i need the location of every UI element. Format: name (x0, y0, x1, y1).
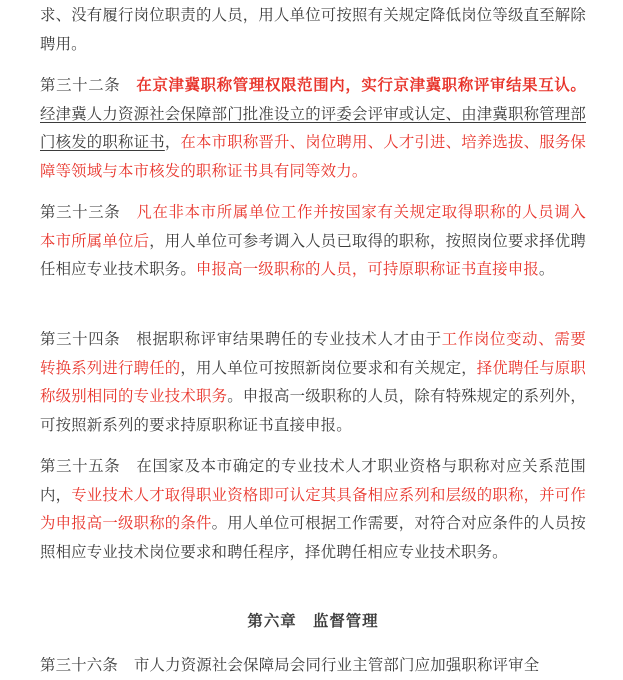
text-segment-normal: 。用人单位可根据工作需要，对符合对应条件的人员按照相应专业技术岗位要求和聘任程序，择优聘任相应专业技术职务。 (40, 514, 586, 561)
text-segment-underline: 经津冀人力资源社会保障部门批准设立的评委会评审或认定、由津冀职称管理部门核发的职称证书 (40, 104, 586, 152)
paragraph-continuation (40, 1, 586, 58)
text-segment-normal: ， (164, 133, 181, 152)
text-segment-normal: ，用人单位可按照新岗位要求和有关规定， (180, 358, 477, 377)
text-segment-normal: ，用人单位可参考调入人员已取得的职称，按照岗位要求择优聘任相应专业技术职务。 (40, 231, 586, 279)
article-32 (40, 71, 586, 185)
text-segment-red: 择优聘任与原职称级别相同的专业技术职务 (40, 358, 586, 406)
text-segment-red: 在本市职称晋升、岗位聘用、人才引进、培养选拔、服务保障等领域与本市核发的职称证书具有同等效力。 (40, 133, 587, 180)
text-segment-red-bold: 在京津冀职称管理权限范围内，实行京津冀职称评审结果互认。 (136, 76, 586, 94)
article-number: 第三十五条 (40, 457, 121, 475)
text-segment-red: 凡在非本市所属单位工作并按国家有关规定取得职称的人员调入本市所属单位后 (40, 203, 586, 250)
article-36 (40, 651, 586, 680)
article-34 (40, 325, 586, 439)
text-segment-normal: 。 (538, 260, 555, 279)
chapter-heading: 第六章 监督管理 (247, 612, 379, 630)
text-segment-red: 工作岗位变动、需要转换系列进行聘任的 (40, 330, 586, 377)
text-segment-red: 专业技术人才取得职业资格即可认定其具备相应系列和层级的职称，并可作为申报高一级职称的条件 (40, 485, 586, 533)
article-number: 第三十三条 (40, 203, 121, 221)
article-number: 第三十二条 (40, 76, 121, 94)
text-segment-normal: 根据职称评审结果聘任的专业技术人才由于 (136, 330, 442, 348)
text-segment-red: 申报高一级职称的人员，可持原职称证书直接申报 (195, 260, 539, 279)
article-33 (40, 198, 586, 284)
article-35 (40, 452, 586, 566)
text-segment-normal: 在国家及本市确定的专业技术人才职业资格与职称对应关系范围内， (40, 457, 586, 504)
text-segment-normal: 市人力资源社会保障局会同行业主管部门应加强职称评审全 (133, 656, 540, 674)
article-number: 第三十四条 (40, 330, 121, 348)
text-segment-normal: 求、没有履行岗位职责的人员，用人单位可按照有关规定降低岗位等级直至解除聘用。 (40, 6, 586, 53)
text-segment-normal: 。申报高一级职称的人员，除有特殊规定的系列外，可按照新系列的要求持原职称证书直接申报。 (40, 387, 586, 434)
article-number: 第三十六条 (40, 656, 118, 674)
